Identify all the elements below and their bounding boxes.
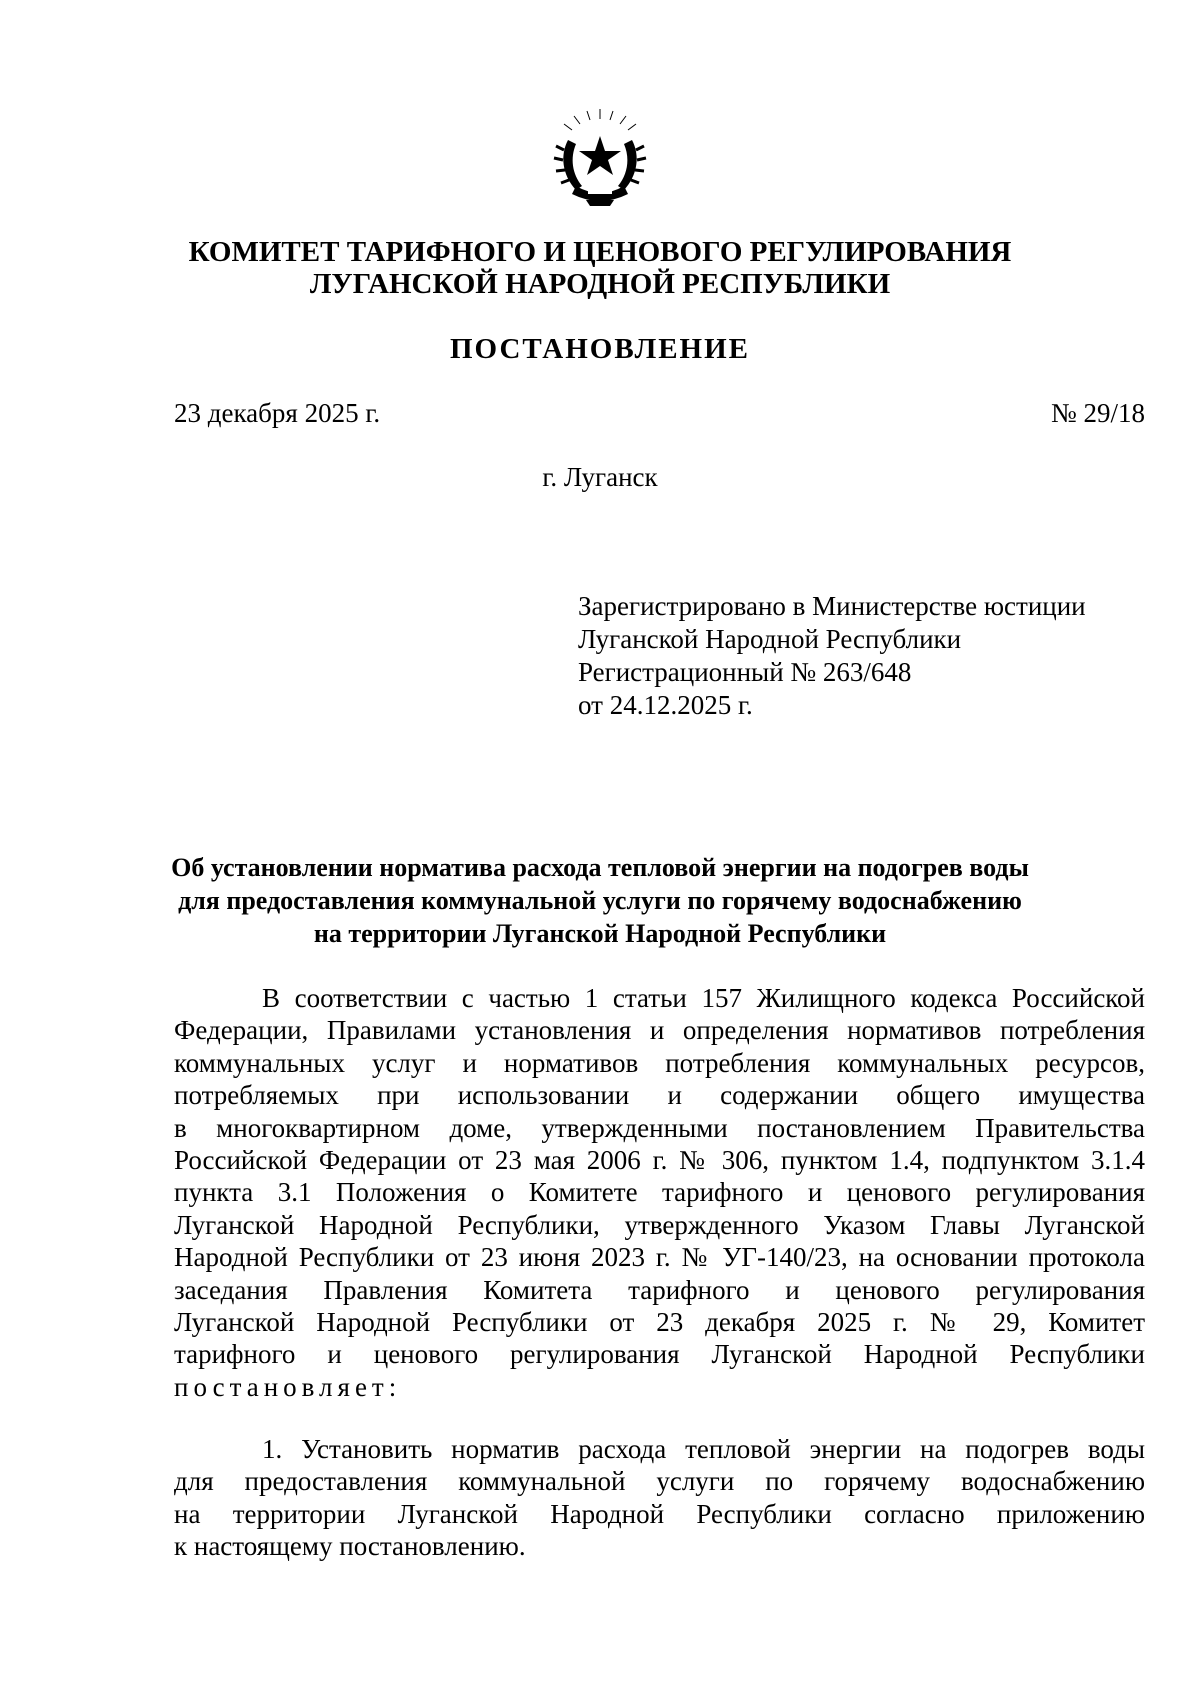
preamble-line: коммунальных услуг и нормативов потребления коммунальных ресурсов,	[174, 1047, 1145, 1078]
registration-line: Регистрационный № 263/648	[578, 657, 912, 687]
registration-line: Зарегистрировано в Министерстве юстиции	[578, 591, 1086, 621]
item-1-paragraph	[174, 1433, 1145, 1563]
item-1-line: к настоящему постановлению.	[174, 1531, 526, 1562]
document-number: № 29/18	[1050, 398, 1145, 428]
registration-line: Луганской Народной Республики	[578, 624, 962, 654]
preamble-line: Российской Федерации от 23 мая 2006 г. № 306, пунктом 1.4, подпунктом 3.1.4	[174, 1144, 1145, 1175]
item-1-line: для предоставления коммунальной услуги по горячему водоснабжению	[174, 1466, 1145, 1497]
preamble-line: В соответствии с частью 1 статьи 157 Жилищного кодекса Российской	[262, 983, 1145, 1013]
preamble-line: заседания Правления Комитета тарифного и ценового регулирования	[174, 1274, 1145, 1305]
org-name-line2: ЛУГАНСКОЙ НАРОДНОЙ РЕСПУБЛИКИ	[309, 268, 891, 300]
preamble-line: тарифного и ценового регулирования Луганской Народной Республики	[174, 1339, 1145, 1370]
registration-line: от 24.12.2025 г.	[578, 690, 753, 720]
org-name-line1: КОМИТЕТ ТАРИФНОГО И ЦЕНОВОГО РЕГУЛИРОВАНИЯ	[188, 236, 1012, 268]
preamble-line: пункта 3.1 Положения о Комитете тарифного и ценового регулирования	[174, 1177, 1145, 1208]
preamble-line: в многоквартирном доме, утвержденными постановлением Правительства	[174, 1112, 1145, 1143]
document-title-line: на территории Луганской Народной Республики	[313, 919, 887, 948]
document-title-line: Об установлении норматива расхода тепловой энергии на подогрев воды	[171, 853, 1029, 882]
preamble-paragraph	[174, 982, 1145, 1403]
document-city: г. Луганск	[542, 462, 658, 492]
preamble-line: Федерации, Правилами установления и определения нормативов потребления	[174, 1015, 1145, 1046]
document-title-line: для предоставления коммунальной услуги по горячему водоснабжению	[178, 886, 1022, 915]
item-1-line: 1. Установить норматив расхода тепловой энергии на подогрев воды	[262, 1434, 1145, 1464]
registration-block	[578, 590, 1086, 722]
preamble-line: Народной Республики от 23 июня 2023 г. № УГ-140/23, на основании протокола	[174, 1242, 1145, 1273]
item-1-line: на территории Луганской Народной Республики согласно приложению	[174, 1498, 1145, 1529]
preamble-line: Луганской Народной Республики от 23 декабря 2025 г. № 29, Комитет	[174, 1306, 1145, 1337]
preamble-line: Луганской Народной Республики, утвержденного Указом Главы Луганской	[174, 1209, 1145, 1240]
document-type: ПОСТАНОВЛЕНИЕ	[449, 333, 750, 365]
decree-word: постановляет:	[174, 1371, 402, 1402]
document-date: 23 декабря 2025 г.	[174, 398, 381, 428]
state-emblem-icon	[542, 100, 658, 210]
preamble-line: потребляемых при использовании и содержании общего имущества	[174, 1080, 1145, 1111]
